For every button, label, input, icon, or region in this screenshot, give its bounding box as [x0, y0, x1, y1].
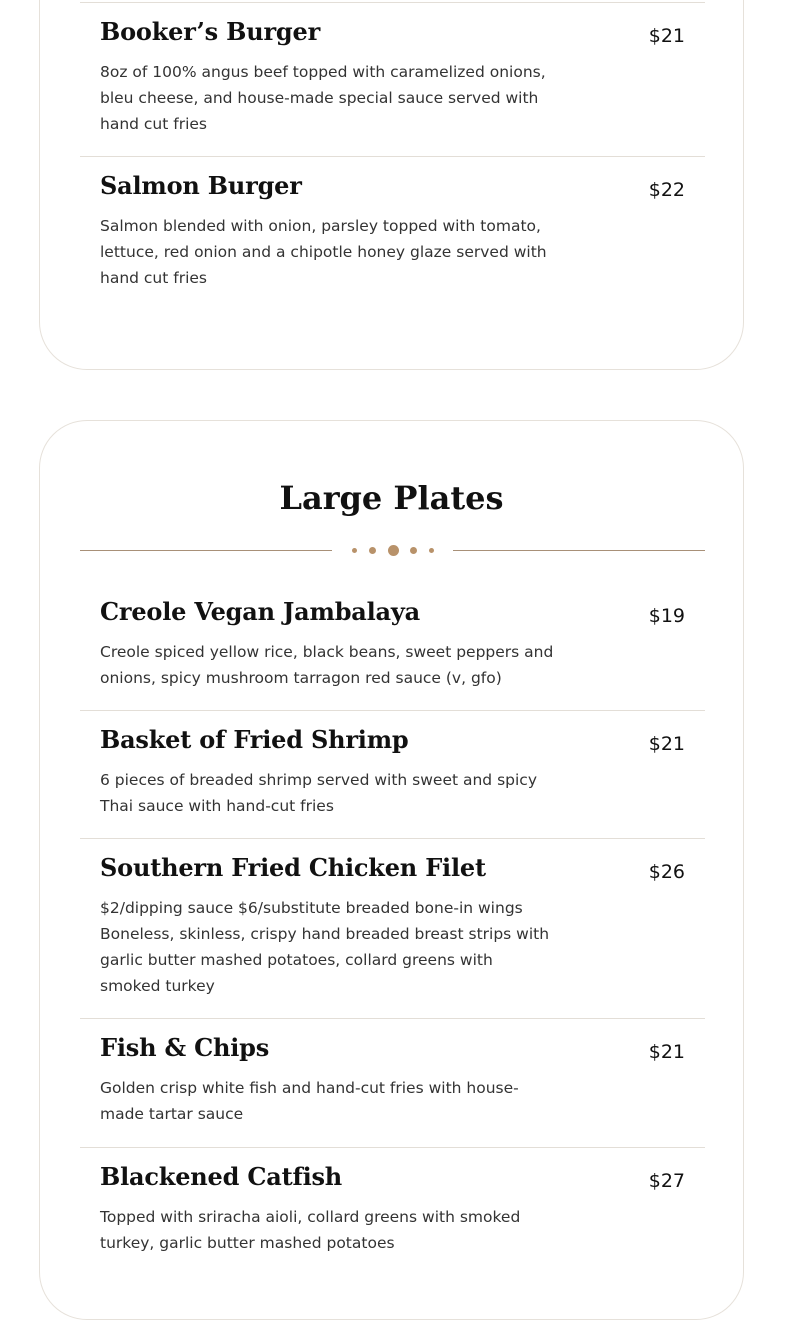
item-price: $21 [648, 25, 685, 47]
divider-line-left [80, 550, 332, 551]
menu-section-card-burgers [39, 0, 744, 370]
item-description: $2/dipping sauce $6/substitute breaded bone-in wings Boneless, skinless, crispy hand breaded breast strips with garlic butter mashed potatoes, collard greens with smoked turkey [100, 899, 550, 995]
item-description: 6 pieces of breaded shrimp served with sweet and spicy Thai sauce with hand-cut fries [100, 771, 537, 815]
menu-item [80, 583, 705, 710]
menu-item [80, 156, 705, 310]
item-price: $22 [648, 179, 685, 201]
item-price: $19 [648, 605, 685, 627]
divider-line-right [453, 550, 705, 551]
menu-item [80, 1147, 705, 1275]
item-price: $27 [648, 1170, 685, 1192]
item-name: Booker’s Burger [100, 17, 321, 46]
item-description: Topped with sriracha aioli, collard greens with smoked turkey, garlic butter mashed potatoes [100, 1208, 521, 1252]
section-title: Large Plates [279, 479, 504, 517]
menu-section-card-large-plates [39, 420, 744, 1320]
item-description: Golden crisp white fish and hand-cut fries with house-made tartar sauce [100, 1079, 519, 1123]
item-price: $21 [648, 733, 685, 755]
item-name: Blackened Catfish [100, 1162, 343, 1191]
item-description: 8oz of 100% angus beef topped with caramelized onions, bleu cheese, and house-made special sauce served with hand cut fries [100, 63, 546, 133]
item-name: Creole Vegan Jambalaya [100, 597, 420, 626]
item-name: Salmon Burger [100, 171, 302, 200]
item-name: Southern Fried Chicken Filet [100, 853, 486, 882]
item-price: $26 [648, 861, 685, 883]
item-description: Salmon blended with onion, parsley topped with tomato, lettuce, red onion and a chipotle honey glaze served with hand cut fries [100, 217, 547, 287]
menu-item [80, 710, 705, 838]
item-description: Creole spiced yellow rice, black beans, sweet peppers and onions, spicy mushroom tarragon red sauce (v, gfo) [100, 643, 554, 687]
item-name: Fish & Chips [100, 1033, 270, 1062]
item-price: $21 [648, 1041, 685, 1063]
item-name: Basket of Fried Shrimp [100, 725, 409, 754]
menu-item [80, 838, 705, 1018]
menu-item [80, 2, 705, 156]
menu-item [80, 1018, 705, 1147]
section-divider [80, 539, 705, 561]
